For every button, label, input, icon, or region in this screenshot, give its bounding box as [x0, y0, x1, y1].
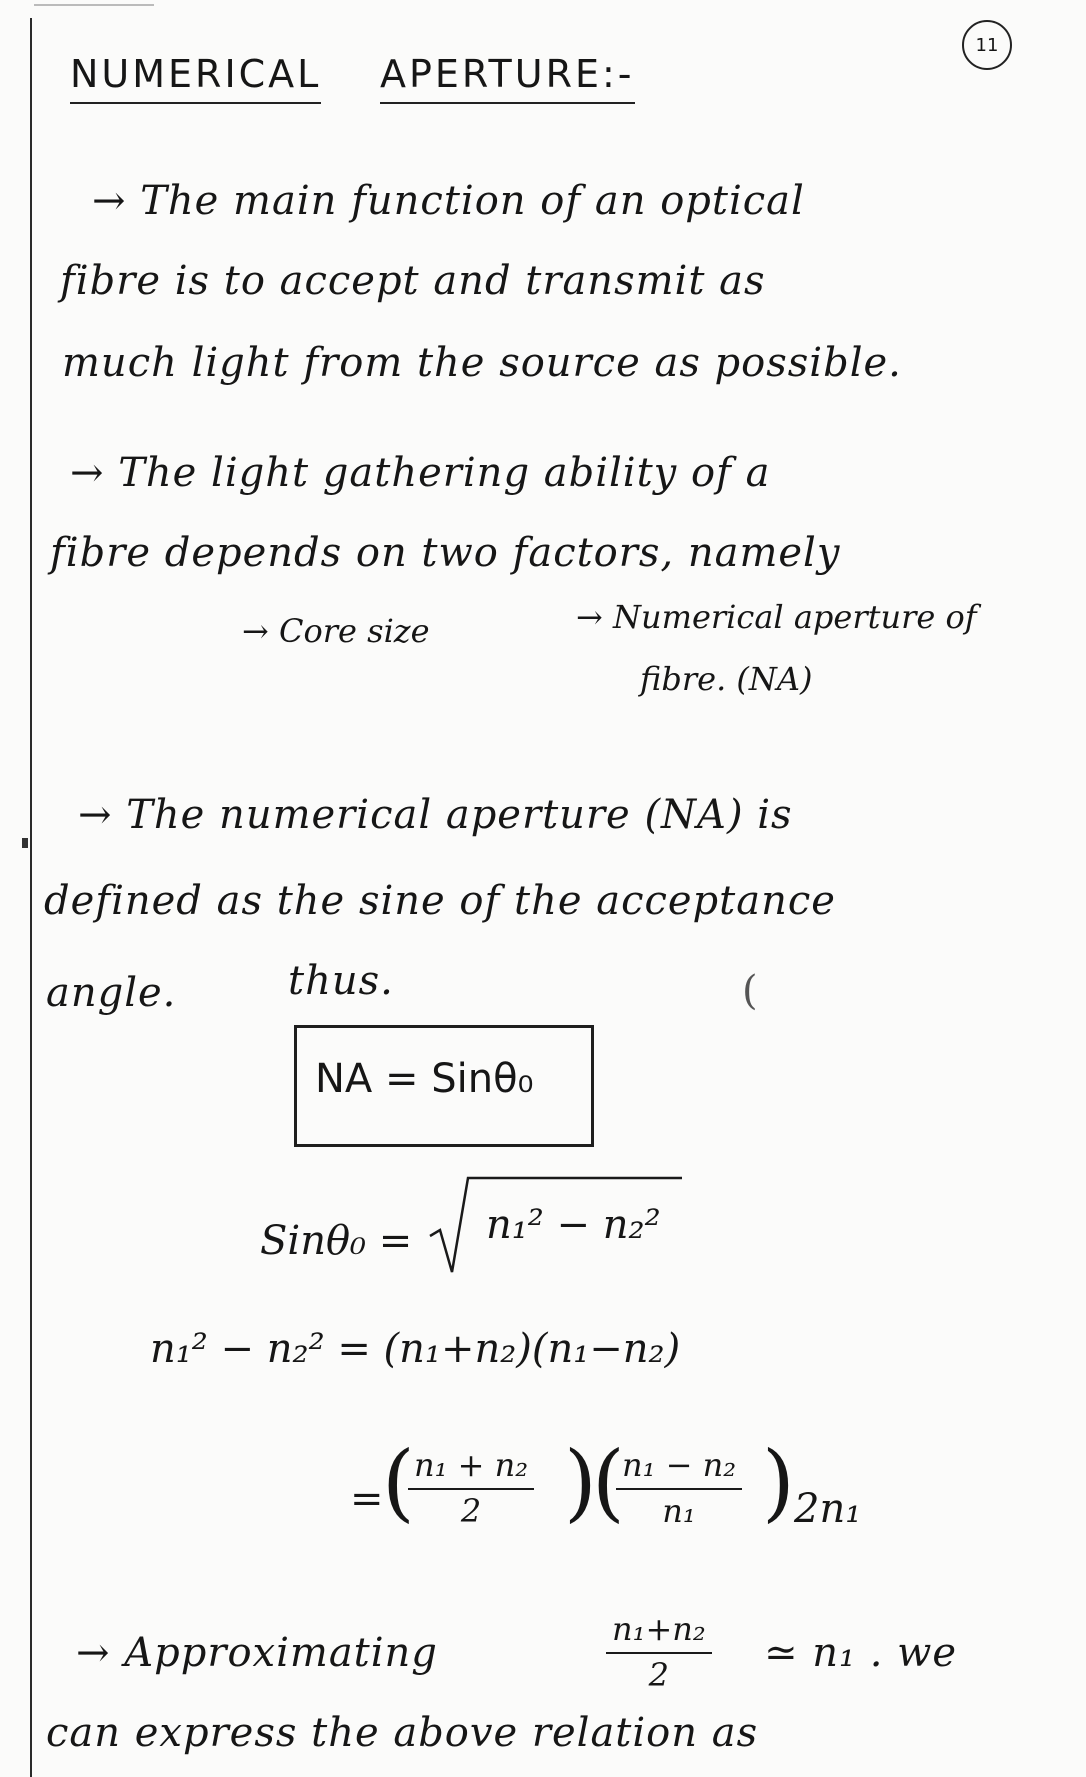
fraction-2-numerator: n₁ − n₂ [616, 1446, 742, 1490]
para2-line2: fibre depends on two factors, namely [50, 530, 841, 576]
sine-equation-lhs: Sinθ₀ = [260, 1218, 413, 1264]
para4-approximating: → Approximating [76, 1630, 438, 1676]
paren-close-1: ) [564, 1433, 597, 1531]
para1-line1: → The main function of an optical [92, 178, 805, 224]
factor-numerical-aperture: → Numerical aperture of [576, 598, 977, 636]
stray-mark: ( [742, 968, 758, 1014]
fraction-1-numerator: n₁ + n₂ [408, 1446, 534, 1490]
page-number-circle [962, 20, 1012, 70]
factor-numerical-aperture-cont: fibre. (NA) [640, 660, 813, 698]
para3-line2: defined as the sine of the acceptance [44, 878, 836, 924]
para3-line1: → The numerical aperture (NA) is [78, 792, 793, 838]
para4-approx-tail: ≃ n₁ . we [764, 1630, 958, 1676]
title-part-1: NUMERICAL [70, 52, 321, 104]
fraction-1-denominator: 2 [460, 1492, 482, 1530]
sine-equation-rhs: n₁² − n₂² [486, 1202, 661, 1248]
expand-tail: 2n₁ [794, 1486, 862, 1532]
paren-open-2: ( [592, 1433, 625, 1531]
title-part-2: APERTURE:- [380, 52, 635, 104]
para4-line2: can express the above relation as [46, 1710, 759, 1756]
para1-line3: much light from the source as possible. [62, 340, 902, 386]
margin-mark [22, 838, 28, 848]
expand-equals: = [350, 1476, 384, 1522]
approx-fraction-denominator: 2 [648, 1656, 670, 1694]
fraction-1 [408, 1446, 534, 1530]
paren-close-2: ) [762, 1433, 795, 1531]
boxed-formula [294, 1025, 594, 1147]
approx-fraction [606, 1610, 712, 1694]
factor-equation: n₁² − n₂² = (n₁+n₂)(n₁−n₂) [150, 1326, 681, 1372]
page-number: 11 [975, 34, 999, 56]
margin-line [30, 18, 32, 1777]
para2-line1: → The light gathering ability of a [70, 450, 771, 496]
top-rule [34, 4, 154, 6]
para3-thus: thus. [288, 958, 394, 1004]
para1-line2: fibre is to accept and transmit as [60, 258, 766, 304]
fraction-2-denominator: n₁ [662, 1492, 696, 1530]
factor-core-size: → Core size [242, 612, 430, 650]
paren-open-1: ( [382, 1433, 415, 1531]
approx-fraction-numerator: n₁+n₂ [606, 1610, 712, 1654]
fraction-2 [616, 1446, 742, 1530]
boxed-formula-text: NA = Sinθ₀ [315, 1056, 534, 1102]
para3-line3: angle. [46, 970, 177, 1016]
